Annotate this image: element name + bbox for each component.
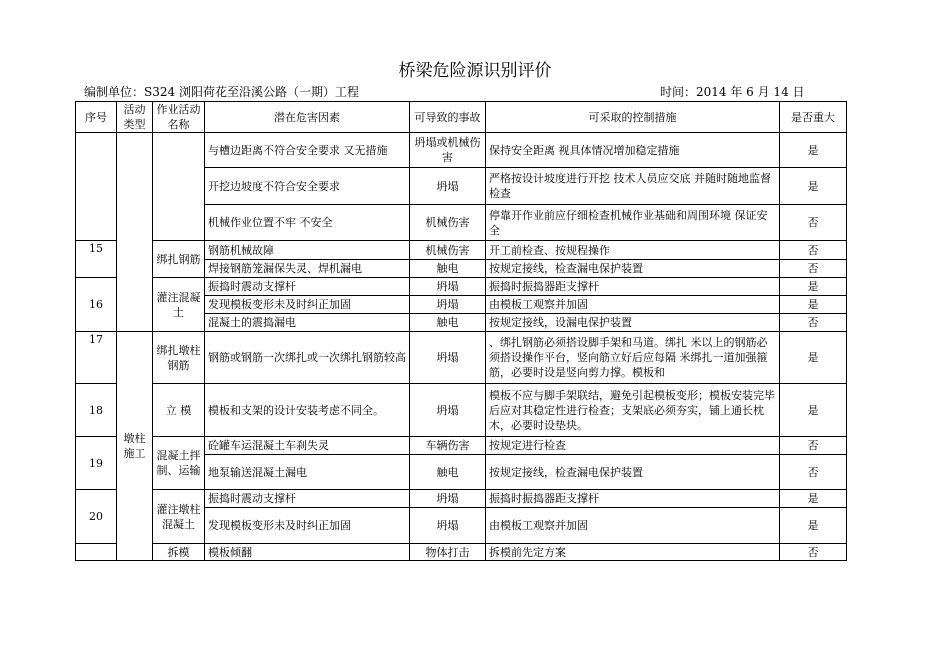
measure-cell: 振捣时振捣器距支撑杆 bbox=[486, 490, 780, 508]
type-cell bbox=[117, 133, 153, 332]
major-cell: 是 bbox=[780, 278, 847, 296]
measure-cell: 按规定进行检查 bbox=[486, 437, 780, 455]
header-activity: 作业活动名称 bbox=[153, 102, 205, 133]
accident-cell: 机械伤害 bbox=[410, 241, 486, 260]
measure-cell: 保持安全距离 视具体情况增加稳定措施 bbox=[486, 133, 780, 168]
hazard-cell: 机械作业位置不牢 不安全 bbox=[205, 205, 410, 241]
accident-cell: 机械伤害 bbox=[410, 205, 486, 241]
table-header-row bbox=[76, 102, 847, 133]
seq-cell: 16 bbox=[76, 278, 117, 332]
major-cell: 是 bbox=[780, 296, 847, 314]
header-hazard: 潜在危害因素 bbox=[205, 102, 410, 133]
measure-cell: 开工前检查、按规程操作 bbox=[486, 241, 780, 260]
hazard-cell: 钢筋或钢筋一次绑扎或一次绑扎钢筋较高 bbox=[205, 332, 410, 384]
hazard-cell: 开挖边坡度不符合安全要求 bbox=[205, 168, 410, 205]
measure-cell: 模板不应与脚手架联结，避免引起模板变形；模板安装完毕后应对其稳定性进行检查；支架底必须夯实，铺上通长枕木，必要时设垫块。 bbox=[486, 384, 780, 437]
table-row bbox=[76, 437, 847, 455]
measure-cell: 按规定接线，设漏电保护装置 bbox=[486, 314, 780, 332]
activity-cell: 灌注混凝土 bbox=[153, 278, 205, 332]
major-cell: 否 bbox=[780, 241, 847, 260]
accident-cell: 触电 bbox=[410, 455, 486, 490]
table-row bbox=[76, 384, 847, 437]
table-row bbox=[76, 133, 847, 168]
seq-cell: 19 bbox=[76, 437, 117, 490]
hazard-cell: 振捣时震动支撑杆 bbox=[205, 278, 410, 296]
hazard-table bbox=[75, 101, 847, 561]
activity-cell: 灌注墩柱混凝土 bbox=[153, 490, 205, 544]
accident-cell: 坍塌 bbox=[410, 332, 486, 384]
accident-cell: 坍塌 bbox=[410, 384, 486, 437]
major-cell: 否 bbox=[780, 205, 847, 241]
measure-cell: 停靠开作业前应仔细检查机械作业基础和周围环境 保证安全 bbox=[486, 205, 780, 241]
table-row bbox=[76, 241, 847, 260]
measure-cell: 拆模前先定方案 bbox=[486, 544, 780, 561]
header-type: 活动类型 bbox=[117, 102, 153, 133]
header-measure: 可采取的控制措施 bbox=[486, 102, 780, 133]
seq-cell: 15 bbox=[76, 241, 117, 278]
type-cell: 墩柱施工 bbox=[117, 332, 153, 561]
major-cell: 否 bbox=[780, 314, 847, 332]
hazard-cell: 钢筋机械故障 bbox=[205, 241, 410, 260]
hazard-cell: 地泵输送混凝土漏电 bbox=[205, 455, 410, 490]
major-cell: 否 bbox=[780, 437, 847, 455]
major-cell: 是 bbox=[780, 508, 847, 544]
seq-cell: 18 bbox=[76, 384, 117, 437]
accident-cell: 坍塌 bbox=[410, 508, 486, 544]
document-title: 桥梁危险源识别评价 bbox=[398, 61, 552, 81]
measure-cell: 由模板工观察并加固 bbox=[486, 508, 780, 544]
seq-cell bbox=[76, 544, 117, 561]
measure-cell: 振捣时振捣器距支撑杆 bbox=[486, 278, 780, 296]
hazard-cell: 振捣时震动支撑杆 bbox=[205, 490, 410, 508]
accident-cell: 触电 bbox=[410, 314, 486, 332]
table-row bbox=[76, 278, 847, 296]
activity-cell: 拆模 bbox=[153, 544, 205, 561]
accident-cell: 坍塌或机械伤害 bbox=[410, 133, 486, 168]
table-row bbox=[76, 490, 847, 508]
activity-cell: 混凝土拌制、运输 bbox=[153, 437, 205, 490]
measure-cell: 按规定接线，检查漏电保护装置 bbox=[486, 260, 780, 278]
document-date: 时间：2014 年 6 月 14 日 bbox=[660, 85, 805, 99]
accident-cell: 坍塌 bbox=[410, 168, 486, 205]
major-cell: 否 bbox=[780, 455, 847, 490]
major-cell: 是 bbox=[780, 133, 847, 168]
major-cell: 否 bbox=[780, 260, 847, 278]
table-row bbox=[76, 544, 847, 561]
hazard-cell: 焊接钢筋笼漏保失灵、焊机漏电 bbox=[205, 260, 410, 278]
measure-cell: 、绑扎钢筋必须搭设脚手架和马道。绑扎 米以上的钢筋必须搭设操作平台，竖向筋立好后应每隔 米绑扎一道加强箍筋，必要时设是竖向剪力撑。模板和 bbox=[486, 332, 780, 384]
measure-cell: 由模板工观察并加固 bbox=[486, 296, 780, 314]
accident-cell: 物体打击 bbox=[410, 544, 486, 561]
activity-cell: 绑扎钢筋 bbox=[153, 241, 205, 278]
seq-cell bbox=[76, 133, 117, 241]
seq-cell: 17 bbox=[76, 332, 117, 384]
activity-cell: 立 模 bbox=[153, 384, 205, 437]
header-major: 是否重大 bbox=[780, 102, 847, 133]
activity-cell: 绑扎墩柱钢筋 bbox=[153, 332, 205, 384]
major-cell: 是 bbox=[780, 384, 847, 437]
accident-cell: 坍塌 bbox=[410, 278, 486, 296]
hazard-cell: 砼罐车运混凝土车刹失灵 bbox=[205, 437, 410, 455]
accident-cell: 车辆伤害 bbox=[410, 437, 486, 455]
hazard-cell: 与槽边距离不符合安全要求 又无措施 bbox=[205, 133, 410, 168]
hazard-cell: 模板和支架的设计安装考虑不同全。 bbox=[205, 384, 410, 437]
measure-cell: 严格按设计坡度进行开挖 技术人员应交底 并随时随地监督检查 bbox=[486, 168, 780, 205]
activity-cell bbox=[153, 133, 205, 241]
major-cell: 是 bbox=[780, 332, 847, 384]
measure-cell: 按规定接线，检查漏电保护装置 bbox=[486, 455, 780, 490]
hazard-cell: 发现模板变形未及时纠正加固 bbox=[205, 508, 410, 544]
accident-cell: 坍塌 bbox=[410, 296, 486, 314]
hazard-cell: 模板倾翻 bbox=[205, 544, 410, 561]
major-cell: 是 bbox=[780, 168, 847, 205]
table-row bbox=[76, 332, 847, 384]
hazard-cell: 发现模板变形未及时纠正加固 bbox=[205, 296, 410, 314]
header-accident: 可导致的事故 bbox=[410, 102, 486, 133]
accident-cell: 触电 bbox=[410, 260, 486, 278]
major-cell: 否 bbox=[780, 544, 847, 561]
accident-cell: 坍塌 bbox=[410, 490, 486, 508]
header-seq: 序号 bbox=[76, 102, 117, 133]
hazard-cell: 混凝土的震捣漏电 bbox=[205, 314, 410, 332]
major-cell: 是 bbox=[780, 490, 847, 508]
compiling-unit: 编制单位：S324 浏阳荷花至沿溪公路（一期）工程 bbox=[84, 85, 359, 99]
seq-cell: 20 bbox=[76, 490, 117, 544]
